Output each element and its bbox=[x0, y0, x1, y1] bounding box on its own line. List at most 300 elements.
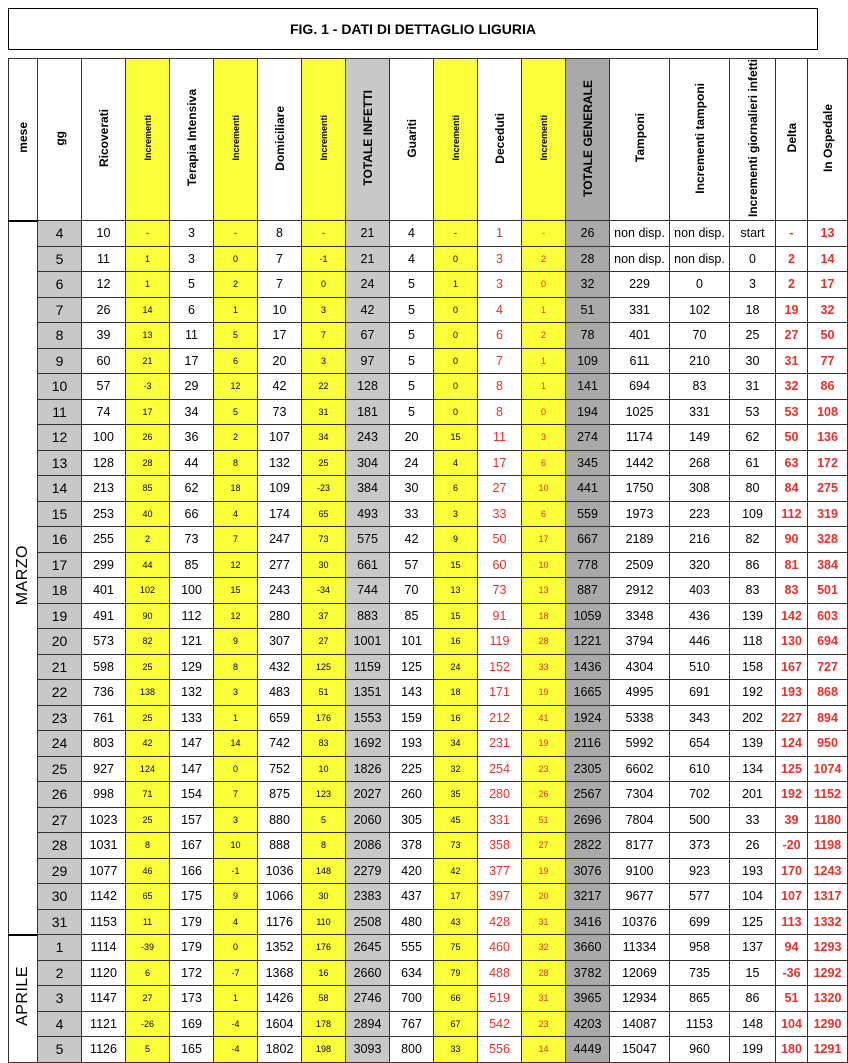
table-cell: 3 bbox=[170, 246, 214, 272]
table-cell: 13 bbox=[434, 578, 478, 604]
table-cell: 280 bbox=[478, 782, 522, 808]
table-cell: 17 bbox=[478, 450, 522, 476]
table-cell: 28 bbox=[566, 246, 610, 272]
table-cell: 12069 bbox=[610, 960, 670, 986]
table-cell: 125 bbox=[302, 654, 346, 680]
column-header-label: Incrementi giornalieri infetti bbox=[745, 59, 760, 218]
table-cell: 100 bbox=[82, 425, 126, 451]
table-cell: 15 bbox=[434, 425, 478, 451]
table-cell: 194 bbox=[566, 399, 610, 425]
column-header bbox=[730, 59, 776, 221]
table-cell: 7 bbox=[258, 246, 302, 272]
table-cell: 2060 bbox=[346, 807, 390, 833]
column-header-label: TOTALE INFETTI bbox=[360, 90, 375, 186]
table-cell: 694 bbox=[610, 374, 670, 400]
table-cell: 25 bbox=[126, 654, 170, 680]
table-cell: -4 bbox=[214, 1037, 258, 1063]
table-cell: 50 bbox=[808, 323, 848, 349]
table-row bbox=[9, 782, 848, 808]
table-cell: 1290 bbox=[808, 1011, 848, 1037]
table-cell: 744 bbox=[346, 578, 390, 604]
table-cell: 501 bbox=[808, 578, 848, 604]
table-cell: 31 bbox=[776, 348, 808, 374]
table-cell: 1077 bbox=[82, 858, 126, 884]
table-cell: 86 bbox=[808, 374, 848, 400]
table-cell: 875 bbox=[258, 782, 302, 808]
table-row bbox=[9, 807, 848, 833]
table-cell: 611 bbox=[610, 348, 670, 374]
table-cell: 441 bbox=[566, 476, 610, 502]
table-cell: 90 bbox=[776, 527, 808, 553]
table-cell: 78 bbox=[566, 323, 610, 349]
table-cell: 31 bbox=[522, 909, 566, 935]
table-cell: 29 bbox=[38, 858, 82, 884]
table-cell: 735 bbox=[670, 960, 730, 986]
table-cell: 10376 bbox=[610, 909, 670, 935]
table-cell: 125 bbox=[390, 654, 434, 680]
table-cell: 401 bbox=[82, 578, 126, 604]
table-cell: 149 bbox=[670, 425, 730, 451]
table-cell: 519 bbox=[478, 986, 522, 1012]
table-cell: 66 bbox=[170, 501, 214, 527]
table-cell: 34 bbox=[302, 425, 346, 451]
table-cell: 308 bbox=[670, 476, 730, 502]
table-cell: 378 bbox=[390, 833, 434, 859]
table-cell: 3348 bbox=[610, 603, 670, 629]
table-cell: 603 bbox=[808, 603, 848, 629]
table-cell: 85 bbox=[390, 603, 434, 629]
table-cell: 70 bbox=[670, 323, 730, 349]
table-cell: 5 bbox=[38, 246, 82, 272]
table-cell: 12 bbox=[38, 425, 82, 451]
table-cell: 65 bbox=[126, 884, 170, 910]
table-cell: 39 bbox=[82, 323, 126, 349]
table-cell: 138 bbox=[126, 680, 170, 706]
table-cell: 9 bbox=[214, 629, 258, 655]
table-cell: 700 bbox=[390, 986, 434, 1012]
table-cell: 91 bbox=[478, 603, 522, 629]
table-cell: 20 bbox=[38, 629, 82, 655]
table-cell: 5 bbox=[214, 399, 258, 425]
table-cell: 304 bbox=[346, 450, 390, 476]
table-cell: 27 bbox=[38, 807, 82, 833]
table-cell: 12 bbox=[214, 552, 258, 578]
table-cell: 102 bbox=[670, 297, 730, 323]
table-cell: -34 bbox=[302, 578, 346, 604]
table-cell: 129 bbox=[170, 654, 214, 680]
table-row bbox=[9, 374, 848, 400]
table-cell: 24 bbox=[346, 272, 390, 298]
table-cell: 53 bbox=[776, 399, 808, 425]
table-cell: - bbox=[214, 221, 258, 247]
table-cell: 1 bbox=[522, 297, 566, 323]
table-cell: 1176 bbox=[258, 909, 302, 935]
table-cell: 165 bbox=[170, 1037, 214, 1063]
table-cell: 212 bbox=[478, 705, 522, 731]
table-cell: 112 bbox=[776, 501, 808, 527]
table-cell: 373 bbox=[670, 833, 730, 859]
table-cell: 16 bbox=[434, 705, 478, 731]
table-cell: 113 bbox=[776, 909, 808, 935]
table-cell: 229 bbox=[610, 272, 670, 298]
table-cell: 180 bbox=[776, 1037, 808, 1063]
table-cell: 661 bbox=[346, 552, 390, 578]
table-cell: -23 bbox=[302, 476, 346, 502]
table-cell: 22 bbox=[38, 680, 82, 706]
table-cell: 40 bbox=[126, 501, 170, 527]
table-cell: 299 bbox=[82, 552, 126, 578]
table-cell: 14 bbox=[808, 246, 848, 272]
table-cell: 20 bbox=[390, 425, 434, 451]
table-cell: 202 bbox=[730, 705, 776, 731]
table-cell: 1 bbox=[126, 272, 170, 298]
table-cell: 1121 bbox=[82, 1011, 126, 1037]
table-cell: 33 bbox=[434, 1037, 478, 1063]
table-cell: 1 bbox=[478, 221, 522, 247]
table-row bbox=[9, 272, 848, 298]
table-row bbox=[9, 680, 848, 706]
table-cell: 18 bbox=[522, 603, 566, 629]
table-row bbox=[9, 629, 848, 655]
table-cell: 1604 bbox=[258, 1011, 302, 1037]
table-cell: 58 bbox=[302, 986, 346, 1012]
table-cell: 1665 bbox=[566, 680, 610, 706]
table-cell: 26 bbox=[126, 425, 170, 451]
column-header bbox=[9, 59, 38, 221]
table-cell: 8 bbox=[38, 323, 82, 349]
table-cell: 437 bbox=[390, 884, 434, 910]
table-row bbox=[9, 450, 848, 476]
table-cell: 13 bbox=[38, 450, 82, 476]
table-cell: 109 bbox=[258, 476, 302, 502]
table-cell: 702 bbox=[670, 782, 730, 808]
table-cell: 7 bbox=[38, 297, 82, 323]
table-cell: 2 bbox=[776, 272, 808, 298]
table-cell: 19 bbox=[522, 680, 566, 706]
table-cell: 556 bbox=[478, 1037, 522, 1063]
column-header bbox=[38, 59, 82, 221]
table-cell: 446 bbox=[670, 629, 730, 655]
table-cell: 2 bbox=[776, 246, 808, 272]
table-cell: 42 bbox=[434, 858, 478, 884]
table-cell: 147 bbox=[170, 756, 214, 782]
table-cell: 17 bbox=[170, 348, 214, 374]
table-cell: 17 bbox=[38, 552, 82, 578]
table-cell: 1025 bbox=[610, 399, 670, 425]
table-cell: 1317 bbox=[808, 884, 848, 910]
table-cell: 1031 bbox=[82, 833, 126, 859]
table-cell: 19 bbox=[522, 858, 566, 884]
table-cell: 1692 bbox=[346, 731, 390, 757]
table-cell: 178 bbox=[302, 1011, 346, 1037]
table-cell: 542 bbox=[478, 1011, 522, 1037]
table-cell: 175 bbox=[170, 884, 214, 910]
table-cell: 307 bbox=[258, 629, 302, 655]
table-cell: 8 bbox=[258, 221, 302, 247]
table-cell: 1159 bbox=[346, 654, 390, 680]
table-cell: 44 bbox=[170, 450, 214, 476]
table-cell: 694 bbox=[808, 629, 848, 655]
table-cell: 1147 bbox=[82, 986, 126, 1012]
table-cell: 3 bbox=[302, 297, 346, 323]
table-cell: 9677 bbox=[610, 884, 670, 910]
column-header bbox=[126, 59, 170, 221]
table-cell: 166 bbox=[170, 858, 214, 884]
table-cell: 280 bbox=[258, 603, 302, 629]
table-cell: -1 bbox=[302, 246, 346, 272]
table-cell: 28 bbox=[126, 450, 170, 476]
table-cell: 0 bbox=[302, 272, 346, 298]
column-header-label: gg bbox=[52, 130, 67, 146]
table-cell: 23 bbox=[38, 705, 82, 731]
table-cell: 13 bbox=[126, 323, 170, 349]
table-cell: 62 bbox=[730, 425, 776, 451]
table-cell: 4 bbox=[478, 297, 522, 323]
table-cell: 1750 bbox=[610, 476, 670, 502]
table-cell: 86 bbox=[730, 552, 776, 578]
table-cell: 152 bbox=[478, 654, 522, 680]
table-cell: 26 bbox=[82, 297, 126, 323]
table-cell: 659 bbox=[258, 705, 302, 731]
table-cell: 67 bbox=[346, 323, 390, 349]
table-cell: 21 bbox=[346, 221, 390, 247]
table-cell: 803 bbox=[82, 731, 126, 757]
table-cell: 6 bbox=[434, 476, 478, 502]
table-cell: 5992 bbox=[610, 731, 670, 757]
table-cell: 3093 bbox=[346, 1037, 390, 1063]
table-cell: 39 bbox=[776, 807, 808, 833]
table-cell: 1292 bbox=[808, 960, 848, 986]
table-cell: 53 bbox=[730, 399, 776, 425]
table-cell: non disp. bbox=[670, 246, 730, 272]
table-cell: 13 bbox=[808, 221, 848, 247]
table-row bbox=[9, 501, 848, 527]
table-cell: 33 bbox=[522, 654, 566, 680]
table-cell: 0 bbox=[434, 323, 478, 349]
table-cell: 30 bbox=[38, 884, 82, 910]
table-cell: 868 bbox=[808, 680, 848, 706]
table-cell: 11334 bbox=[610, 935, 670, 961]
table-cell: 3 bbox=[478, 246, 522, 272]
table-cell: 1059 bbox=[566, 603, 610, 629]
table-cell: 1221 bbox=[566, 629, 610, 655]
table-cell: 46 bbox=[126, 858, 170, 884]
table-cell: 8 bbox=[214, 450, 258, 476]
table-cell: 6602 bbox=[610, 756, 670, 782]
table-cell: 555 bbox=[390, 935, 434, 961]
table-row bbox=[9, 960, 848, 986]
table-cell: 174 bbox=[258, 501, 302, 527]
table-cell: 5 bbox=[170, 272, 214, 298]
table-cell: 667 bbox=[566, 527, 610, 553]
table-cell: 18 bbox=[730, 297, 776, 323]
table-cell: 17 bbox=[808, 272, 848, 298]
table-cell: 8177 bbox=[610, 833, 670, 859]
table-cell: 17 bbox=[434, 884, 478, 910]
table-cell: 16 bbox=[434, 629, 478, 655]
table-cell: 3 bbox=[170, 221, 214, 247]
table-cell: -26 bbox=[126, 1011, 170, 1037]
table-cell: 118 bbox=[730, 629, 776, 655]
table-cell: 9100 bbox=[610, 858, 670, 884]
table-cell: 15 bbox=[38, 501, 82, 527]
table-cell: 654 bbox=[670, 731, 730, 757]
table-cell: 5 bbox=[214, 323, 258, 349]
table-cell: 132 bbox=[170, 680, 214, 706]
table-cell: 193 bbox=[390, 731, 434, 757]
table-cell: 11 bbox=[478, 425, 522, 451]
table-cell: 420 bbox=[390, 858, 434, 884]
table-cell: 83 bbox=[730, 578, 776, 604]
table-cell: 3 bbox=[38, 986, 82, 1012]
table-cell: 73 bbox=[478, 578, 522, 604]
table-cell: 1153 bbox=[82, 909, 126, 935]
table-cell: 19 bbox=[38, 603, 82, 629]
table-cell: 1 bbox=[126, 246, 170, 272]
column-header bbox=[346, 59, 390, 221]
table-cell: 5 bbox=[302, 807, 346, 833]
table-cell: 29 bbox=[170, 374, 214, 400]
table-cell: 343 bbox=[670, 705, 730, 731]
column-header-label: Incrementi bbox=[318, 115, 329, 161]
table-cell: 10 bbox=[258, 297, 302, 323]
table-cell: 7804 bbox=[610, 807, 670, 833]
table-cell: 80 bbox=[730, 476, 776, 502]
table-row bbox=[9, 297, 848, 323]
table-cell: 958 bbox=[670, 935, 730, 961]
table-cell: 94 bbox=[776, 935, 808, 961]
column-header bbox=[258, 59, 302, 221]
table-cell: 3794 bbox=[610, 629, 670, 655]
table-cell: 2567 bbox=[566, 782, 610, 808]
table-cell: 123 bbox=[302, 782, 346, 808]
column-header-label: Incrementi bbox=[230, 115, 241, 161]
table-cell: 82 bbox=[126, 629, 170, 655]
table-cell: 1 bbox=[38, 935, 82, 961]
table-cell: 0 bbox=[730, 246, 776, 272]
table-cell: 500 bbox=[670, 807, 730, 833]
column-header-label: Guariti bbox=[404, 118, 419, 158]
table-cell: 83 bbox=[670, 374, 730, 400]
table-cell: 22 bbox=[302, 374, 346, 400]
table-cell: 0 bbox=[434, 246, 478, 272]
table-cell: 1291 bbox=[808, 1037, 848, 1063]
column-header-label: mese bbox=[16, 122, 30, 154]
table-cell: 493 bbox=[346, 501, 390, 527]
table-cell: 3782 bbox=[566, 960, 610, 986]
column-header bbox=[776, 59, 808, 221]
table-cell: 7304 bbox=[610, 782, 670, 808]
table-cell: 51 bbox=[302, 680, 346, 706]
table-cell: 15 bbox=[434, 603, 478, 629]
table-cell: 198 bbox=[302, 1037, 346, 1063]
table-cell: 3076 bbox=[566, 858, 610, 884]
table-cell: 35 bbox=[434, 782, 478, 808]
table-cell: 268 bbox=[670, 450, 730, 476]
table-cell: 33 bbox=[730, 807, 776, 833]
table-cell: 109 bbox=[566, 348, 610, 374]
table-cell: 691 bbox=[670, 680, 730, 706]
table-cell: 10 bbox=[214, 833, 258, 859]
table-cell: 33 bbox=[390, 501, 434, 527]
table-cell: 1198 bbox=[808, 833, 848, 859]
table-cell: 1973 bbox=[610, 501, 670, 527]
table-cell: 130 bbox=[776, 629, 808, 655]
table-cell: - bbox=[776, 221, 808, 247]
table-cell: 1351 bbox=[346, 680, 390, 706]
table-cell: 274 bbox=[566, 425, 610, 451]
table-cell: 483 bbox=[258, 680, 302, 706]
table-cell: 10 bbox=[302, 756, 346, 782]
table-cell: 24 bbox=[390, 450, 434, 476]
column-header-label: In Ospedale bbox=[820, 104, 835, 173]
header-row bbox=[9, 59, 848, 221]
table-cell: 894 bbox=[808, 705, 848, 731]
table-cell: 1001 bbox=[346, 629, 390, 655]
table-cell: 575 bbox=[346, 527, 390, 553]
table-cell: 11 bbox=[170, 323, 214, 349]
table-cell: 1924 bbox=[566, 705, 610, 731]
table-cell: 1320 bbox=[808, 986, 848, 1012]
table-cell: 1074 bbox=[808, 756, 848, 782]
table-row bbox=[9, 348, 848, 374]
table-cell: 142 bbox=[776, 603, 808, 629]
table-cell: 3 bbox=[434, 501, 478, 527]
table-cell: 61 bbox=[730, 450, 776, 476]
table-cell: 179 bbox=[170, 909, 214, 935]
table-cell: 227 bbox=[776, 705, 808, 731]
table-cell: 2509 bbox=[610, 552, 670, 578]
table-cell: 112 bbox=[170, 603, 214, 629]
table-cell: 15 bbox=[730, 960, 776, 986]
table-cell: 277 bbox=[258, 552, 302, 578]
table-cell: 32 bbox=[434, 756, 478, 782]
table-cell: 63 bbox=[776, 450, 808, 476]
column-header-label: Incrementi bbox=[142, 115, 153, 161]
table-row bbox=[9, 756, 848, 782]
table-cell: 84 bbox=[776, 476, 808, 502]
table-cell: 32 bbox=[566, 272, 610, 298]
table-cell: 192 bbox=[776, 782, 808, 808]
table-cell: 30 bbox=[390, 476, 434, 502]
table-cell: 192 bbox=[730, 680, 776, 706]
table-cell: 0 bbox=[434, 297, 478, 323]
table-cell: 1332 bbox=[808, 909, 848, 935]
table-cell: 10 bbox=[38, 374, 82, 400]
table-cell: 34 bbox=[170, 399, 214, 425]
table-cell: 0 bbox=[434, 348, 478, 374]
table-cell: 243 bbox=[258, 578, 302, 604]
table-cell: 3217 bbox=[566, 884, 610, 910]
table-cell: 3416 bbox=[566, 909, 610, 935]
table-cell: 10 bbox=[522, 552, 566, 578]
table-cell: 9 bbox=[434, 527, 478, 553]
table-cell: 1114 bbox=[82, 935, 126, 961]
table-cell: 331 bbox=[670, 399, 730, 425]
table-cell: 30 bbox=[730, 348, 776, 374]
table-cell: 1142 bbox=[82, 884, 126, 910]
table-cell: 85 bbox=[170, 552, 214, 578]
table-cell: start bbox=[730, 221, 776, 247]
table-cell: 17 bbox=[126, 399, 170, 425]
table-cell: 3965 bbox=[566, 986, 610, 1012]
table-cell: 136 bbox=[808, 425, 848, 451]
table-cell: 5 bbox=[390, 399, 434, 425]
table-cell: 6 bbox=[478, 323, 522, 349]
table-cell: 181 bbox=[346, 399, 390, 425]
table-cell: 2822 bbox=[566, 833, 610, 859]
table-cell: 384 bbox=[346, 476, 390, 502]
